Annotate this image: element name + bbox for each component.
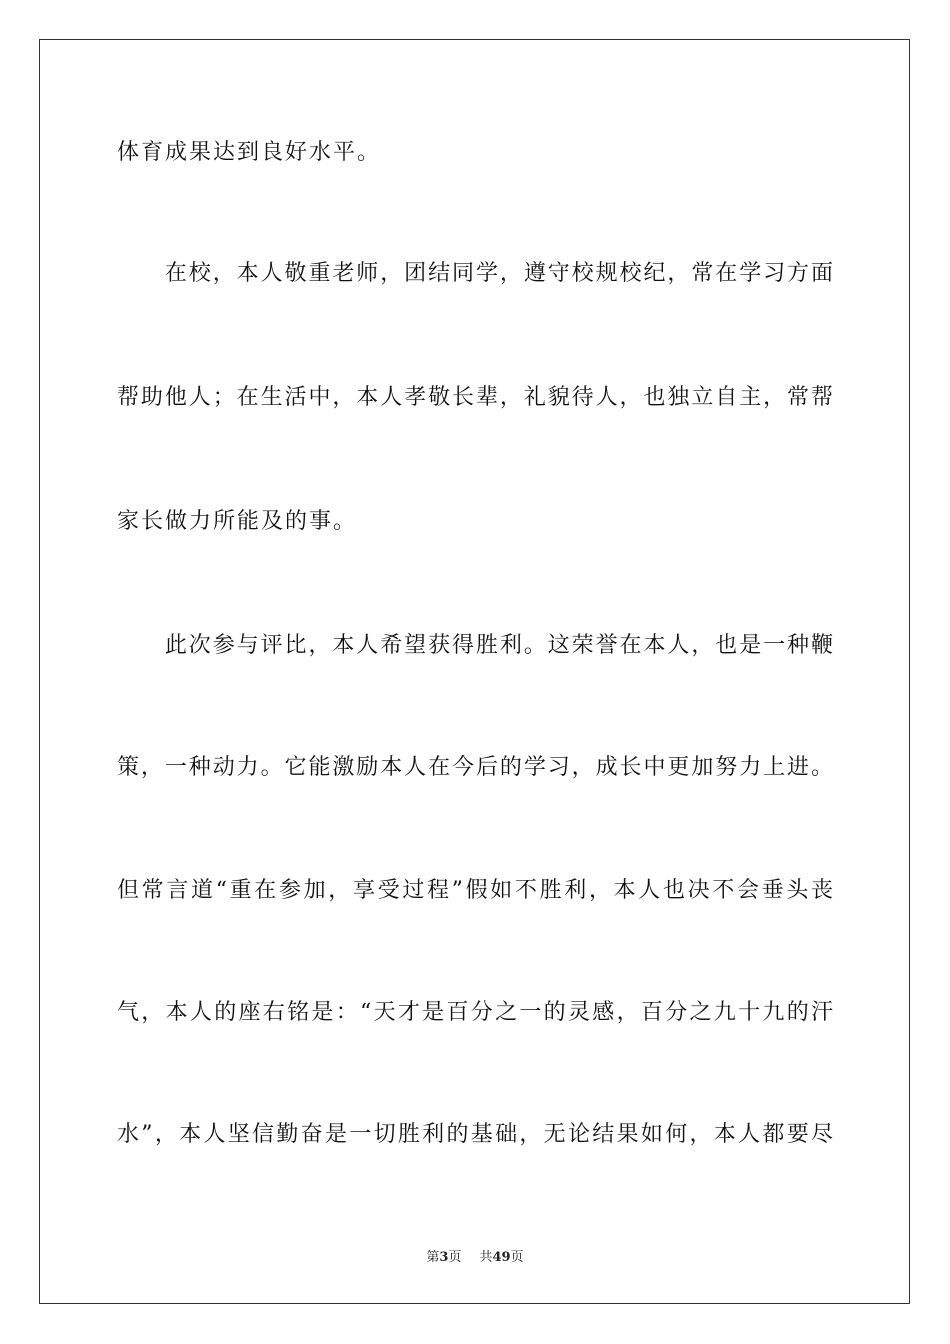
body-text-line: 帮助他人；在生活中，本人孝敬长辈，礼貌待人，也独立自主，常帮 bbox=[117, 385, 833, 410]
body-text-line: 此次参与评比，本人希望获得胜利。这荣誉在本人，也是一种鞭 bbox=[117, 633, 833, 658]
page-suffix: 页 bbox=[448, 1250, 462, 1265]
body-text-line: 在校，本人敬重老师，团结同学，遵守校规校纪，常在学习方面 bbox=[117, 261, 833, 286]
body-text-line: 家长做力所能及的事。 bbox=[117, 509, 358, 534]
body-text-line: 但常言道“重在参加，享受过程”假如不胜利，本人也决不会垂头丧 bbox=[117, 878, 833, 903]
body-text-line: 策，一种动力。它能激励本人在今后的学习，成长中更加努力上进。 bbox=[117, 755, 833, 780]
total-pages: 49 bbox=[492, 1250, 511, 1265]
total-suffix: 页 bbox=[510, 1250, 524, 1265]
body-text-line: 水”，本人坚信勤奋是一切胜利的基础，无论结果如何，本人都要尽 bbox=[117, 1122, 833, 1147]
body-text-line: 体育成果达到良好水平。 bbox=[117, 140, 382, 165]
total-prefix: 共 bbox=[479, 1250, 493, 1265]
page-number: 3 bbox=[439, 1250, 449, 1265]
body-text-line: 气，本人的座右铭是：“天才是百分之一的灵感，百分之九十九的汗 bbox=[117, 1000, 833, 1025]
page-footer bbox=[0, 1249, 950, 1267]
page-prefix: 第 bbox=[426, 1250, 440, 1265]
page-border bbox=[39, 39, 910, 1304]
